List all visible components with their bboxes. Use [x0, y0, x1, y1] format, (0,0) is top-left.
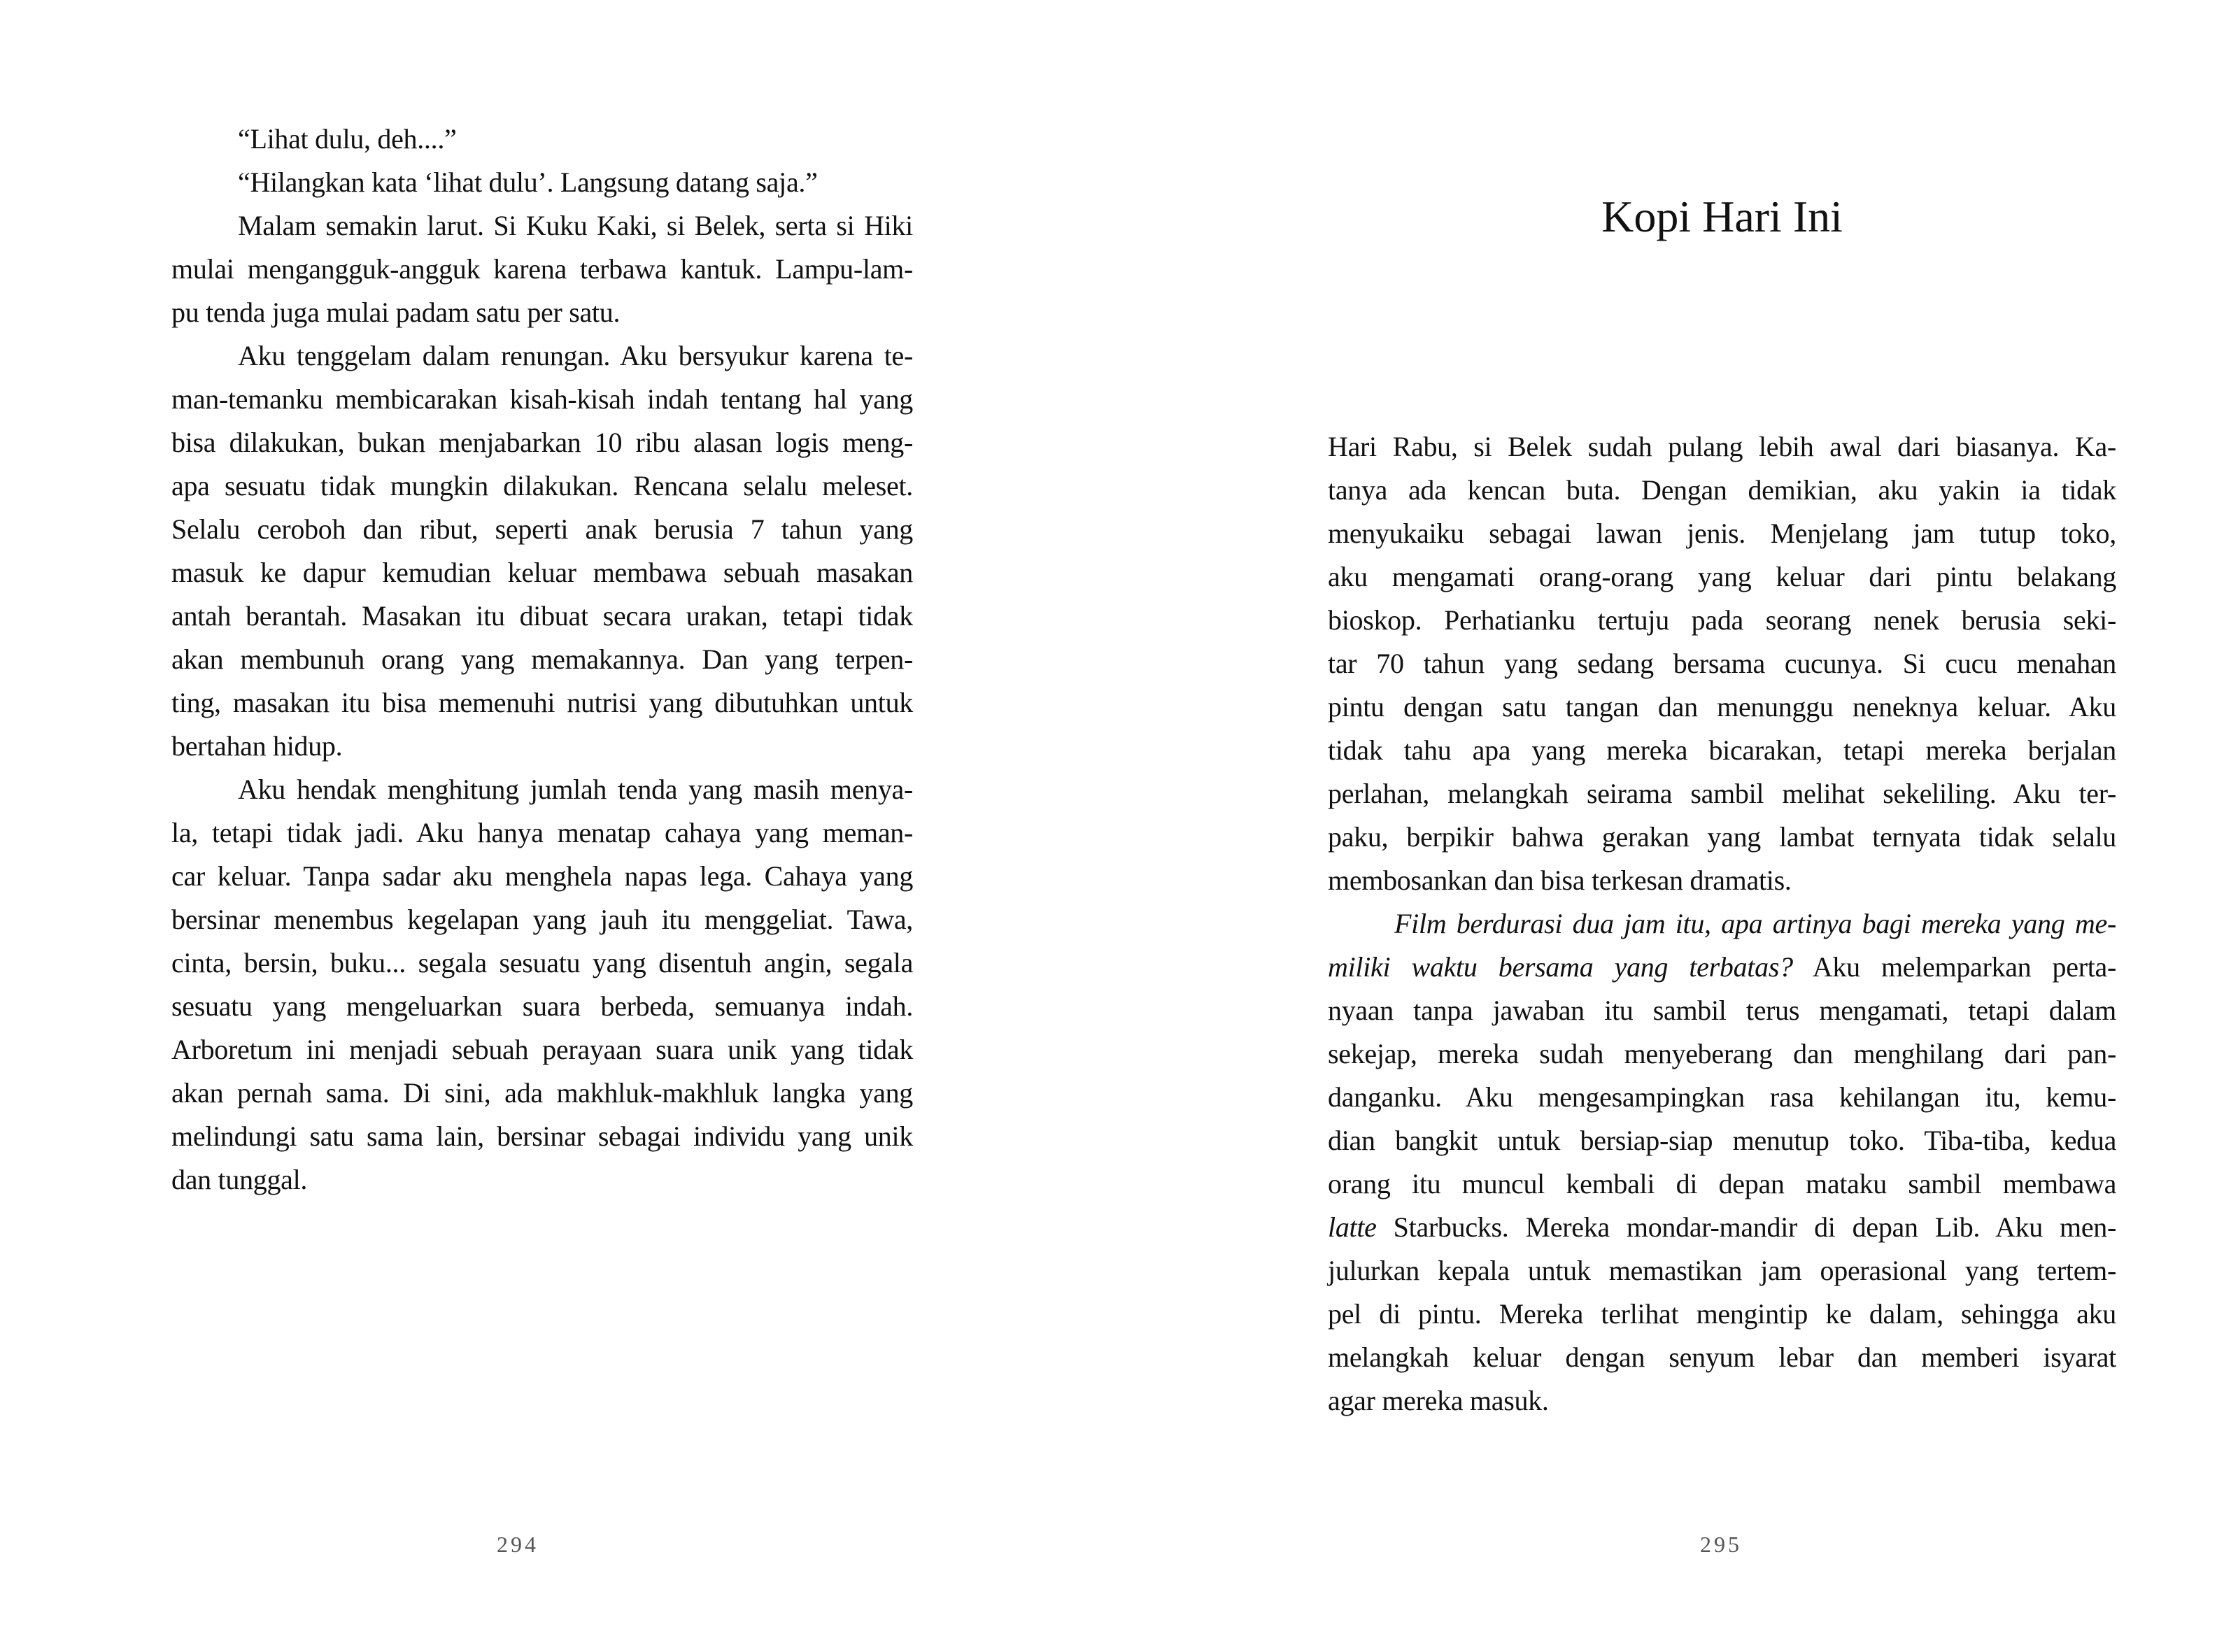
- text-line: [171, 681, 913, 725]
- line-text: car keluar. Tanpa sadar aku menghela napas lega. Cahaya yang: [171, 860, 914, 892]
- line-text: pel di pintu. Mereka terlihat mengintip ke dalam, sehingga aku: [1328, 1298, 2116, 1330]
- text-line: [171, 248, 913, 291]
- line-text: pintu dengan satu tangan dan menunggu neneknya keluar. Aku: [1328, 691, 2116, 722]
- left-page-body: [171, 118, 913, 1202]
- line-text: sekejap, mereka sudah menyeberang dan menghilang dari pan-: [1328, 1038, 2116, 1069]
- text-line: [1328, 1206, 2116, 1249]
- text-line: [171, 421, 913, 464]
- line-text: Selalu ceroboh dan ribut, seperti anak berusia 7 tahun yang: [171, 513, 913, 545]
- line-text: agar mereka masuk.: [1328, 1385, 1549, 1416]
- line-text: tar 70 tahun yang sedang bersama cucunya. Si cucu menahan: [1328, 648, 2116, 679]
- right-page: [1115, 0, 2231, 1652]
- text-line: [1328, 816, 2116, 859]
- text-line: [171, 508, 913, 551]
- text-line: [171, 898, 913, 941]
- text-line: [1328, 642, 2116, 685]
- text-line: [171, 725, 913, 768]
- text-line: [171, 204, 913, 248]
- line-text: sesuatu yang mengeluarkan suara berbeda, semuanya indah.: [171, 990, 914, 1022]
- line-text: membosankan dan bisa terkesan dramatis.: [1328, 864, 1792, 896]
- text-line: [1328, 1249, 2116, 1293]
- line-text: masuk ke dapur kemudian keluar membawa sebuah masakan: [171, 557, 913, 588]
- text-line: [1328, 425, 2116, 469]
- line-text: nyaan tanpa jawaban itu sambil terus mengamati, tetapi dalam: [1328, 995, 2116, 1026]
- line-text: pu tenda juga mulai padam satu per satu.: [171, 297, 621, 328]
- text-line: [171, 291, 913, 334]
- line-text: Aku hendak menghitung jumlah tenda yang masih menya-: [238, 774, 914, 805]
- text-line: [171, 161, 913, 204]
- text-line: [1328, 469, 2116, 512]
- text-line: [171, 855, 913, 898]
- text-line: [171, 594, 913, 638]
- page-number-right: 295: [1700, 1532, 1742, 1557]
- line-text: antah berantah. Masakan itu dibuat secara urakan, tetapi tidak: [171, 600, 913, 632]
- line-text: cinta, bersin, buku... segala sesuatu yang disentuh angin, segala: [171, 947, 914, 978]
- line-text: tidak tahu apa yang mereka bicarakan, tetapi mereka berjalan: [1328, 734, 2117, 766]
- line-text: paku, berpikir bahwa gerakan yang lambat ternyata tidak selalu: [1328, 821, 2116, 853]
- text-line: [171, 985, 913, 1028]
- line-text: Aku tenggelam dalam renungan. Aku bersyukur karena te-: [238, 340, 914, 371]
- text-line: [1328, 1032, 2116, 1076]
- line-text: “Lihat dulu, deh....”: [238, 123, 457, 155]
- line-text: melindungi satu sama lain, bersinar sebagai individu yang unik: [171, 1120, 913, 1152]
- line-text: apa sesuatu tidak mungkin dilakukan. Rencana selalu meleset.: [171, 470, 913, 501]
- line-text: tanya ada kencan buta. Dengan demikian, aku yakin ia tidak: [1328, 474, 2117, 506]
- line-text: aku mengamati orang-orang yang keluar dari pintu belakang: [1328, 561, 2117, 592]
- text-line: [1328, 989, 2116, 1032]
- text-line: [1328, 1293, 2116, 1336]
- text-line: [171, 811, 913, 855]
- text-line: [1328, 599, 2116, 642]
- line-text: bersinar menembus kegelapan yang jauh itu menggeliat. Tawa,: [171, 904, 913, 935]
- line-text: Arboretum ini menjadi sebuah perayaan suara unik yang tidak: [171, 1034, 914, 1065]
- text-line: [171, 1028, 913, 1071]
- text-line: [1328, 729, 2116, 772]
- text-line: [171, 464, 913, 508]
- italic-text: latte: [1328, 1211, 1377, 1243]
- page-number-left: 294: [497, 1532, 539, 1557]
- line-text: man-temanku membicarakan kisah-kisah indah tentang hal yang: [171, 383, 913, 415]
- line-text: akan membunuh orang yang memakannya. Dan yang terpen-: [171, 643, 913, 675]
- text-line: [171, 1115, 913, 1158]
- text-line: [1328, 1076, 2116, 1119]
- italic-text: Film berdurasi dua jam itu, apa artinya bagi mereka yang me-: [1394, 908, 2116, 939]
- left-page: [0, 0, 1115, 1652]
- line-text: dian bangkit untuk bersiap-siap menutup toko. Tiba-tiba, kedua: [1328, 1125, 2117, 1156]
- line-text: Aku melemparkan perta-: [1792, 951, 2117, 983]
- line-text: danganku. Aku mengesampingkan rasa kehilangan itu, kemu-: [1328, 1081, 2116, 1113]
- line-text: julurkan kepala untuk memastikan jam operasional yang tertem-: [1328, 1255, 2117, 1286]
- text-line: [1328, 1336, 2116, 1379]
- line-text: perlahan, melangkah seirama sambil melihat sekeliling. Aku ter-: [1328, 778, 2116, 809]
- right-page-body: [1328, 425, 2116, 1423]
- line-text: Starbucks. Mereka mondar-mandir di depan Lib. Aku men-: [1376, 1211, 2117, 1243]
- line-text: bioskop. Perhatianku tertuju pada seorang nenek berusia seki-: [1328, 604, 2117, 636]
- line-text: mulai mengangguk-angguk karena terbawa kantuk. Lampu-lam-: [171, 253, 913, 285]
- text-line: [1328, 555, 2116, 599]
- text-line: [171, 334, 913, 378]
- line-text: Malam semakin larut. Si Kuku Kaki, si Belek, serta si Hiki: [238, 210, 913, 241]
- line-text: orang itu muncul kembali di depan mataku sambil membawa: [1328, 1168, 2117, 1199]
- line-text: dan tunggal.: [171, 1164, 308, 1195]
- text-line: [1328, 772, 2116, 816]
- text-line: [171, 551, 913, 594]
- text-line: [1328, 1119, 2116, 1162]
- line-text: akan pernah sama. Di sini, ada makhluk-makhluk langka yang: [171, 1077, 914, 1109]
- text-line: [1328, 512, 2116, 555]
- text-line: [171, 118, 913, 161]
- chapter-title: Kopi Hari Ini: [1601, 192, 1843, 241]
- text-line: [171, 768, 913, 811]
- line-text: la, tetapi tidak jadi. Aku hanya menatap cahaya yang meman-: [171, 817, 913, 848]
- text-line: [171, 941, 913, 985]
- text-line: [1328, 1162, 2116, 1206]
- line-text: melangkah keluar dengan senyum lebar dan memberi isyarat: [1328, 1341, 2116, 1373]
- line-text: menyukaiku sebagai lawan jenis. Menjelang jam tutup toko,: [1328, 518, 2116, 549]
- line-text: Hari Rabu, si Belek sudah pulang lebih awal dari biasanya. Ka-: [1328, 431, 2116, 462]
- text-line: [171, 378, 913, 421]
- text-line: [1328, 859, 2116, 902]
- line-text: bertahan hidup.: [171, 730, 343, 762]
- text-line: [171, 638, 913, 681]
- line-text: ting, masakan itu bisa memenuhi nutrisi yang dibutuhkan untuk: [171, 687, 913, 718]
- italic-text: miliki waktu bersama yang terbatas?: [1328, 951, 1793, 983]
- line-text: “Hilangkan kata ‘lihat dulu’. Langsung datang saja.”: [238, 166, 818, 198]
- text-line: [171, 1158, 913, 1202]
- line-text: bisa dilakukan, bukan menjabarkan 10 ribu alasan logis meng-: [171, 427, 913, 458]
- text-line: [1328, 902, 2116, 946]
- text-line: [171, 1071, 913, 1115]
- text-line: [1328, 946, 2116, 989]
- text-line: [1328, 1379, 2116, 1423]
- text-line: [1328, 685, 2116, 729]
